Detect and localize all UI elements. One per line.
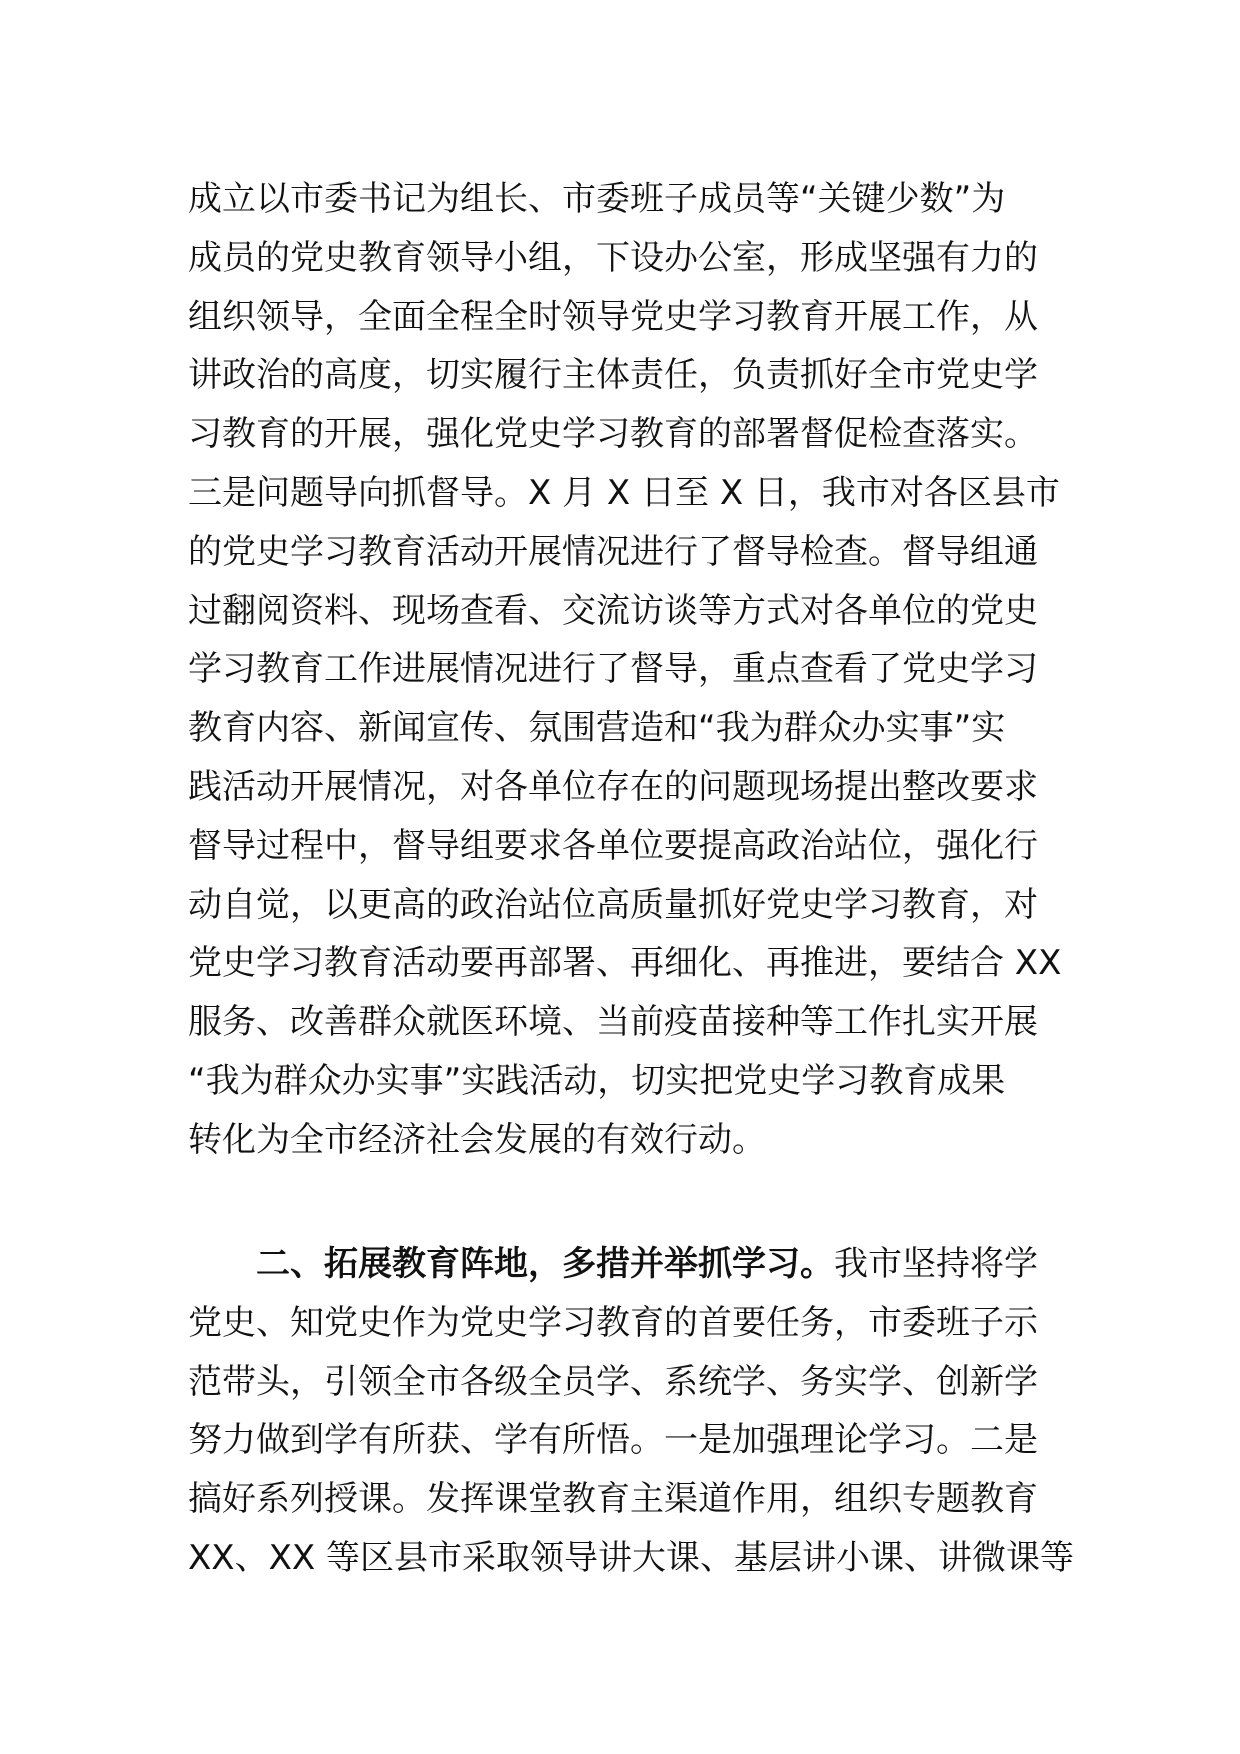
text-line: 转化为全市经济社会发展的有效行动。 <box>188 1119 766 1160</box>
text-line: 习教育的开展，强化党史学习教育的部署督促检查落实。 <box>188 414 1038 455</box>
text-line: 学习教育工作进展情况进行了督导，重点查看了党史学习 <box>188 649 1038 690</box>
text-line: 的党史学习教育活动开展情况进行了督导检查。督导组通 <box>188 531 1038 572</box>
text-line: 践活动开展情况，对各单位存在的问题现场提出整改要求 <box>188 766 1038 807</box>
text-line: 服务、改善群众就医环境、当前疫苗接种等工作扎实开展 <box>188 1002 1038 1043</box>
paragraph-2-first-line <box>188 1235 1058 1294</box>
text-line: 组织领导，全面全程全时领导党史学习教育开展工作，从 <box>188 296 1038 337</box>
section-heading: 二、拓展教育阵地，多措并举抓学习。 <box>256 1244 834 1284</box>
text-line: 党史、知党史作为党史学习教育的首要任务，市委班子示 <box>188 1302 1038 1343</box>
paragraph-1 <box>188 170 1062 1170</box>
text-run: 我市坚持将学 <box>834 1244 1038 1284</box>
text-line: 教育内容、新闻宣传、氛围营造和“我为群众办实事”实 <box>188 708 1006 749</box>
text-line: 成立以市委书记为组长、市委班子成员等“关键少数”为 <box>188 179 1006 219</box>
text-line: 努力做到学有所获、学有所悟。一是加强理论学习。二是 <box>188 1420 1038 1461</box>
text-line: 三是问题导向抓督导。X 月 X 日至 X 日，我市对各区县市 <box>188 472 1060 513</box>
text-line: “我为群众办实事”实践活动，切实把党史学习教育成果 <box>188 1060 1006 1101</box>
text-line: 党史学习教育活动要再部署、再细化、再推进，要结合 XX <box>188 943 1062 984</box>
text-line: 动自觉，以更高的政治站位高质量抓好党史学习教育，对 <box>188 884 1038 925</box>
text-line: 督导过程中，督导组要求各单位要提高政治站位，强化行 <box>188 825 1038 866</box>
text-line: 成员的党史教育领导小组，下设办公室，形成坚强有力的 <box>188 237 1038 278</box>
text-line: 讲政治的高度，切实履行主体责任，负责抓好全市党史学 <box>188 355 1038 396</box>
text-line: 范带头，引领全市各级全员学、系统学、务实学、创新学 <box>188 1361 1038 1402</box>
text-line: 过翻阅资料、现场查看、交流访谈等方式对各单位的党史 <box>188 590 1038 631</box>
text-line: 搞好系列授课。发挥课堂教育主渠道作用，组织专题教育 <box>188 1479 1038 1520</box>
paragraph-2 <box>188 1235 1074 1588</box>
text-line: XX、XX 等区县市采取领导讲大课、基层讲小课、讲微课等 <box>188 1537 1074 1578</box>
